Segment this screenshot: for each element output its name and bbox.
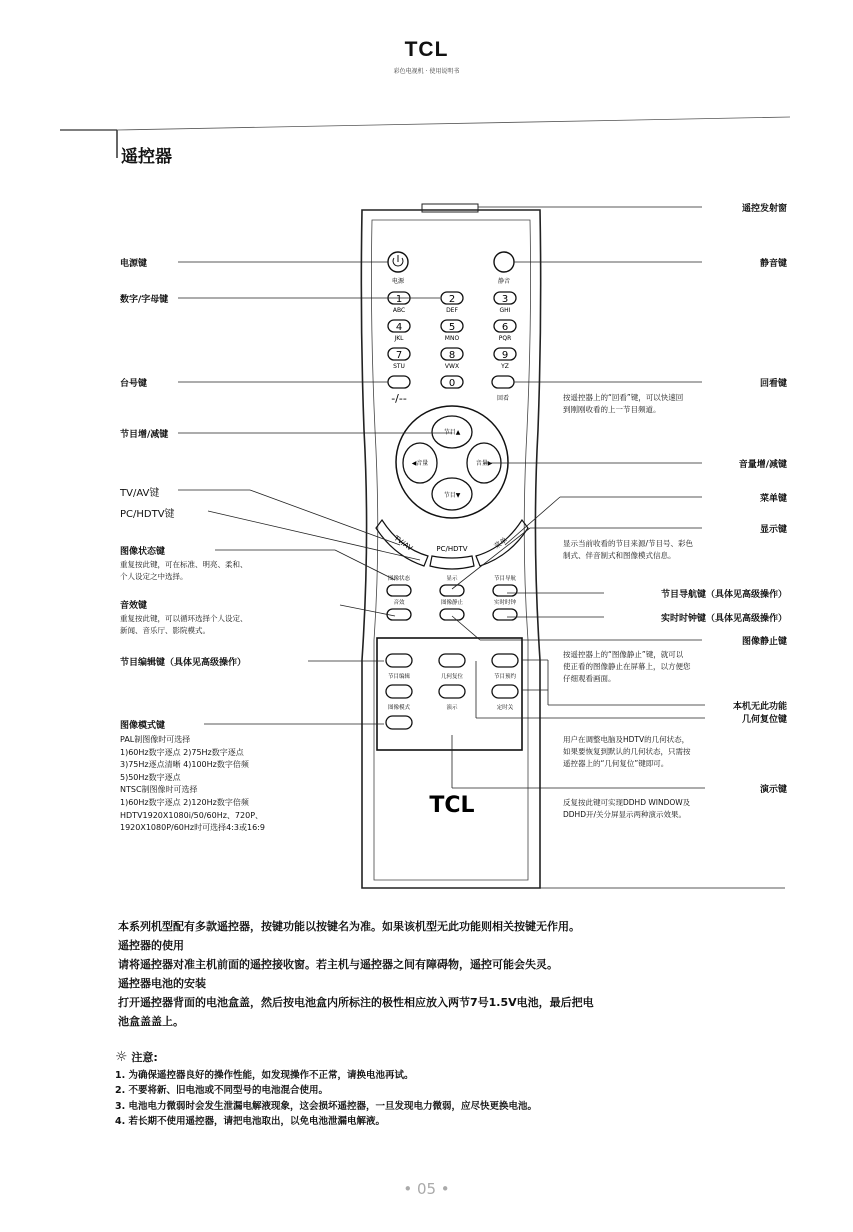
function-buttons [387, 574, 517, 620]
usage-heading: 遥控器的使用 [118, 939, 184, 952]
usage-text [118, 917, 798, 1031]
battery-line-2: 池盒盖盖上。 [118, 1015, 184, 1028]
callout-lines [178, 207, 785, 888]
function-button[interactable] [493, 585, 517, 596]
callout-demo: 演示键 [759, 785, 787, 795]
function-caption: 显示 [446, 576, 458, 582]
function-button[interactable] [440, 609, 464, 620]
digit-sub-label: GHI [499, 307, 511, 314]
callout-picstate: 图像状态键 [120, 547, 166, 557]
digit-label: 1 [395, 294, 403, 305]
digit-label: 4 [395, 322, 403, 333]
section-title: 遥控器 [121, 147, 172, 167]
function-button[interactable] [493, 609, 517, 620]
function-caption: 节目导航 [493, 576, 517, 582]
brand-logo: TCL [404, 38, 449, 61]
callout-freeze: 图像静止键 [741, 637, 787, 647]
note-item: 1. 为确保遥控器良好的操作性能，如发现操作不正常，请换电池再试。 [115, 1069, 414, 1081]
callout-clock: 实时时钟键（具体见高级操作） [660, 614, 787, 624]
digit-label: 3 [501, 294, 509, 305]
page-number: • 05 • [403, 1180, 450, 1198]
recall-button [492, 376, 514, 388]
sun-icon: ☼ [115, 1049, 128, 1065]
function-caption: 音效 [393, 600, 405, 606]
svg-text:菜单: 菜单 [492, 536, 509, 551]
panel-button[interactable] [492, 685, 518, 698]
digit-sub-label: YZ [501, 363, 509, 370]
callout-display: 显示键 [759, 525, 787, 535]
battery-line: 打开遥控器背面的电池盒盖，然后按电池盒内所标注的极性相应放入两节7号1.5V电池，最后把电 [118, 996, 594, 1009]
function-caption: 实时时钟 [493, 600, 517, 606]
svg-text:节目▲: 节目▲ [443, 429, 461, 436]
digit-label: 8 [448, 350, 456, 361]
panel-caption: 演示 [446, 705, 458, 711]
panel-caption: 节目预约 [493, 674, 517, 680]
callout-picmode: 图像模式键 [120, 721, 166, 731]
function-caption: 图像静止 [440, 600, 464, 606]
digit-label: 2 [448, 294, 456, 305]
callout-tvav: TV/AV键 [120, 488, 160, 499]
function-button[interactable] [387, 585, 411, 596]
note-item: 3. 电池电力微弱时会发生泄漏电解液现象，这会损坏遥控器，一旦发现电力微弱，应尽快更换电池。 [115, 1100, 538, 1112]
mute-caption: 静音 [497, 278, 511, 285]
function-caption: 图像状态 [387, 576, 411, 582]
number-keypad [388, 292, 516, 370]
recall-caption: 回看 [496, 395, 510, 402]
svg-text:节目▼: 节目▼ [443, 492, 461, 499]
svg-text:◀音量: ◀音量 [411, 460, 429, 467]
remote-logo: TCL [429, 793, 475, 818]
manual-subtitle: 彩色电视机 · 使用说明书 [393, 68, 460, 75]
channel-no-button [388, 376, 410, 388]
display-desc: 显示当前收看的节目来源/节目号、彩色 制式、伴音制式和图像模式信息。 [563, 539, 694, 560]
callout-prog-edit: 节目编辑键（具体见高级操作） [120, 658, 247, 668]
panel-button[interactable] [439, 654, 465, 667]
digit-sub-label: VWX [444, 363, 460, 370]
svg-text:音量▶: 音量▶ [475, 460, 493, 467]
digit-sub-label: ABC [392, 307, 406, 314]
dash-caption: -/-- [391, 392, 407, 405]
function-button[interactable] [387, 609, 411, 620]
freeze-desc: 按遥控器上的“图像静止”键，就可以 使正看的图像静止在屏幕上，以方便您 仔细观看画面。 [563, 650, 691, 683]
note-item: 2. 不要将新、旧电池或不同型号的电池混合使用。 [115, 1085, 329, 1096]
digit-sub-label: JKL [394, 335, 404, 342]
panel-button[interactable] [439, 685, 465, 698]
function-button[interactable] [440, 585, 464, 596]
digit-label: 5 [448, 322, 456, 333]
panel-caption: 图像模式 [387, 705, 411, 711]
zero-label: 0 [448, 378, 456, 389]
svg-text:TV/AV: TV/AV [392, 534, 414, 553]
digit-sub-label: PQR [498, 335, 512, 342]
demo-desc: 反复按此键可实现DDHD WINDOW及 DDHD开/关分屏显示两种演示效果。 [563, 798, 691, 819]
callout-channel-no: 台号键 [120, 379, 148, 389]
panel-button[interactable] [492, 654, 518, 667]
callout-pchdtv: PC/HDTV键 [120, 509, 175, 520]
callout-menu: 菜单键 [759, 494, 787, 504]
digit-sub-label: STU [393, 363, 405, 370]
callout-vol: 音量增/减键 [738, 460, 787, 470]
panel-caption: 节目编辑 [387, 674, 411, 680]
geo-desc: 用户在调整电脑及HDTV的几何状态， 如果要恢复到默认的几何状态，只需按 遥控器上的“几何复位”键即可。 [563, 735, 691, 768]
panel-button[interactable] [386, 654, 412, 667]
picstate-desc: 重复按此键，可在标准、明亮、柔和、 个人设定之中选择。 [120, 560, 248, 581]
battery-heading: 遥控器电池的安装 [118, 977, 206, 990]
digit-label: 9 [501, 350, 509, 361]
mute-button [494, 252, 514, 272]
sound-desc: 重复按此键，可以循环选择个人设定、 新闻、音乐厅、影院模式。 [120, 614, 248, 635]
picmode-button[interactable] [386, 716, 412, 729]
intro-line: 本系列机型配有多款遥控器，按键功能以按键名为准。如果该机型无此功能则相关按键无作用。 [118, 920, 580, 933]
digit-sub-label: MNO [444, 335, 460, 342]
advanced-panel [377, 638, 522, 750]
callout-mute: 静音键 [759, 259, 787, 269]
callout-nofunc: 本机无此功能 [732, 702, 787, 712]
notes-title: 注意: [131, 1051, 158, 1064]
digit-label: 7 [395, 350, 403, 361]
panel-button[interactable] [386, 685, 412, 698]
callout-ch-updown: 节目增/减键 [120, 430, 169, 440]
panel-caption: 几何复位 [440, 674, 464, 680]
callout-ir: 遥控发射窗 [741, 204, 787, 214]
svg-text:PC/HDTV: PC/HDTV [436, 545, 468, 553]
callout-nav: 节目导航键（具体见高级操作） [660, 590, 787, 600]
note-item: 4. 若长期不使用遥控器，请把电池取出，以免电池泄漏电解液。 [115, 1116, 386, 1127]
callout-geo: 几何复位键 [741, 715, 787, 725]
picmode-desc: PAL制图像时可选择 1)60Hz数字逐点 2)75Hz数字逐点 3)75Hz逐点清晰 4)100Hz数字倍频 5)50Hz数字逐点 NTSC制图像时可选择 1)60Hz数字逐点 2)120Hz数字倍频 HDTV1920X1080i/50/60Hz、720P、 1920X1080P/60Hz时可选择4:3或16:9 [120, 735, 265, 833]
digit-sub-label: DEF [446, 307, 458, 314]
power-caption: 电源 [391, 278, 405, 285]
callout-power: 电源键 [120, 259, 148, 269]
panel-caption: 定时关 [496, 705, 514, 711]
digit-label: 6 [501, 322, 509, 333]
recall-desc: 按遥控器上的“回看”键，可以快速回 到刚刚收看的上一节目频道。 [563, 393, 684, 414]
pchdtv-button [430, 556, 474, 569]
callout-recall: 回看键 [759, 379, 787, 389]
usage-line: 请将遥控器对准主机前面的遥控接收窗。若主机与遥控器之间有障碍物，遥控可能会失灵。 [118, 958, 558, 971]
callout-sound: 音效键 [120, 601, 148, 611]
notes-block [115, 1050, 537, 1130]
callout-digits: 数字/字母键 [120, 295, 169, 305]
